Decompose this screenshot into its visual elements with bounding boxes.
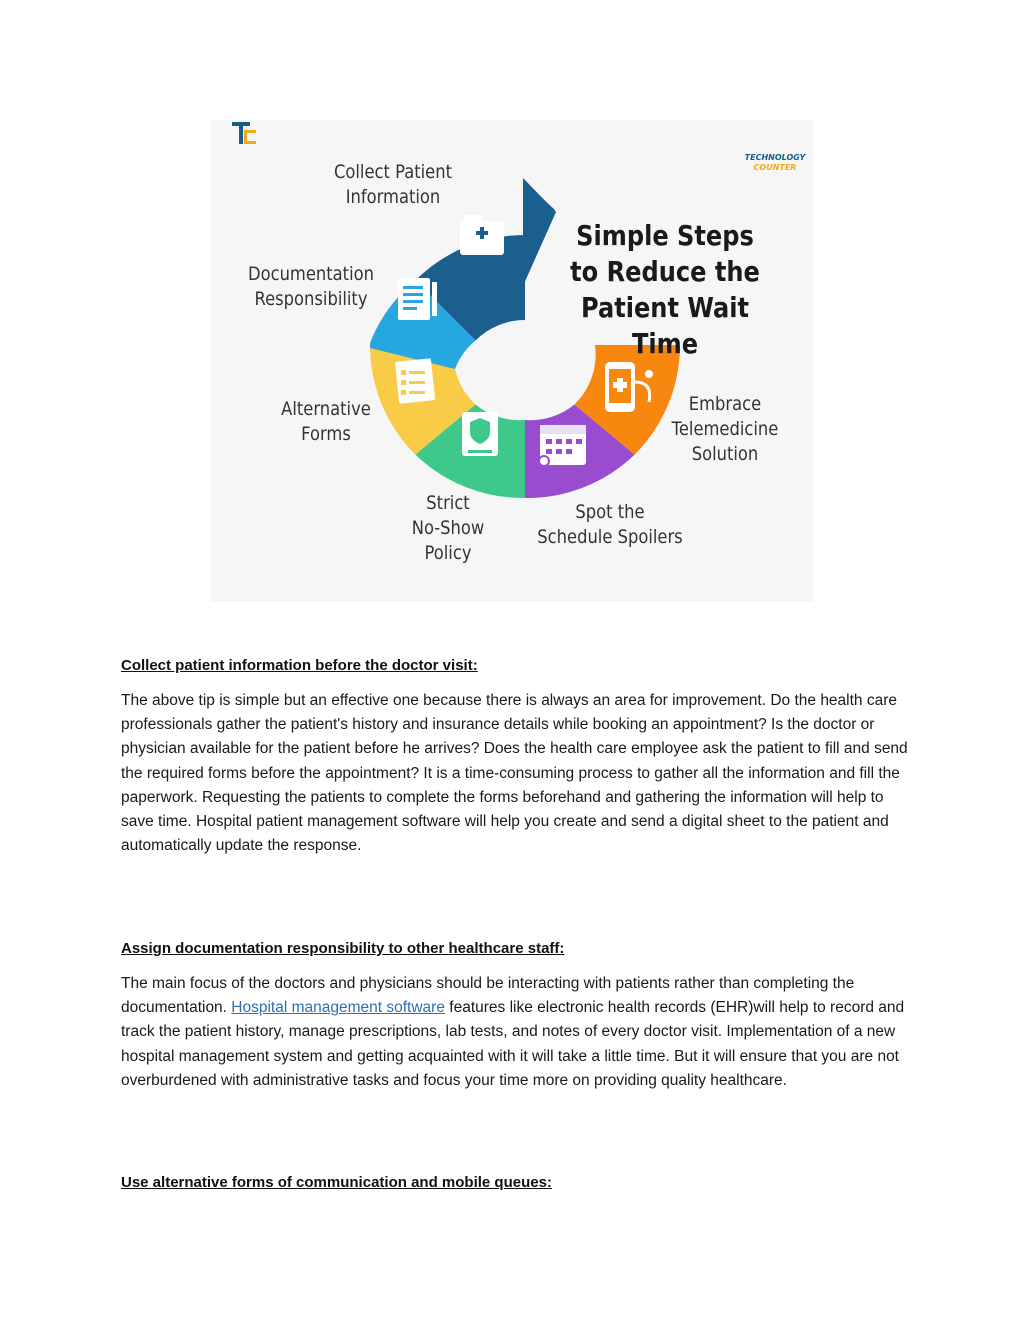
forms-checklist-icon — [395, 358, 435, 404]
technology-counter-logo-icon — [210, 120, 280, 180]
collect-arrowhead — [523, 178, 556, 286]
label-documentation: Documentation Responsibility — [248, 263, 374, 310]
policy-shield-icon — [462, 412, 498, 456]
section-alternative-forms — [121, 1172, 911, 1194]
label-schedule-spoilers: Spot the Schedule Spoilers — [537, 501, 683, 548]
label-telemedicine: Embrace Telemedicine Solution — [671, 393, 779, 465]
infographic-title: Simple Steps to Reduce the Patient Wait Time — [570, 219, 760, 360]
section-documentation — [121, 938, 911, 1093]
section-heading: Assign documentation responsibility to other healthcare staff: — [121, 940, 565, 957]
label-collect-patient: Collect Patient Information — [333, 161, 453, 208]
label-alternative-forms: Alternative Forms — [281, 398, 371, 445]
calendar-icon — [539, 425, 586, 466]
article-body — [121, 655, 911, 1191]
section-heading: Collect patient information before the doctor visit: — [121, 657, 478, 674]
brand-wordmark: TECHNOLOGY COUNTER — [744, 153, 806, 172]
section-collect-info — [121, 655, 911, 858]
medical-folder-icon — [460, 215, 504, 255]
label-no-show: Strict No-Show Policy — [411, 492, 485, 564]
section-paragraph: The above tip is simple but an effective one because there is always an area for improvement. Do the health care professionals gather the patient's history and insurance details while booking an appointment? Is the doctor or physician available for the patient before he arrives? Does the health care employee ask the patient to fill and send the required forms before the appointment? It is a time-consuming process to gather all the information and fill the paperwork. Requesting the patients to complete the forms beforehand and gathering the information will help to save time. Hospital patient management software will help you create and send a digital sheet to the patient and automatically update the response. — [121, 692, 908, 855]
section-paragraph: The main focus of the doctors and physicians should be interacting with patients rather than completing the documentation. Hospital management software features like electronic health records (EHR)will help to record and track the patient history, manage prescriptions, lab tests, and notes of every doctor visit. Implementation of a new hospital management system and getting acquainted with it will take a little time. But it will ensure that you are not overburdened with administrative tasks and focus your time more on providing quality healthcare. — [121, 975, 905, 1089]
hospital-management-software-link[interactable]: Hospital management software — [231, 999, 445, 1017]
infographic — [210, 120, 814, 602]
section-heading: Use alternative forms of communication and mobile queues: — [121, 1174, 552, 1191]
